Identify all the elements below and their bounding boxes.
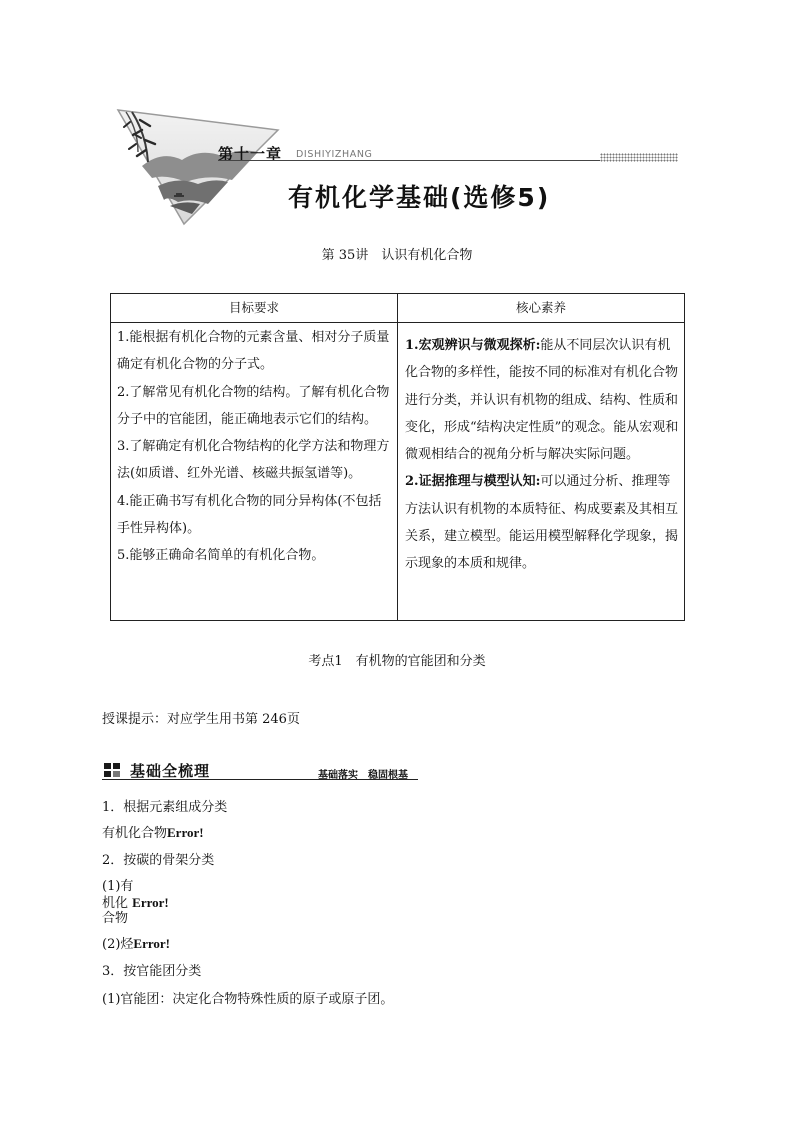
- literacy-item-text: 能从不同层次认识有机化合物的多样性，能按不同的标准对有机化合物进行分类，并认识有机物的组成、结构、性质和变化，形成“结构决定性质”的观念。能从宏观和微观相结合的视角分析与解决实际问题。: [405, 338, 679, 463]
- chapter-label: 第十一章: [218, 145, 283, 163]
- section-subtitle: 基础落实 稳固根基: [318, 770, 408, 781]
- literacy-item-label: 2.证据推理与模型认知:: [405, 474, 541, 490]
- chapter-rule: [218, 160, 600, 161]
- objective-item: 4.能正确书写有机化合物的同分异构体(不包括手性异构体)。: [117, 493, 382, 537]
- error-placeholder: Error!: [132, 895, 169, 910]
- item-1-text: 有机化合物: [102, 826, 168, 841]
- chapter-rule-dots: [600, 153, 678, 162]
- literacy-item: [405, 468, 679, 577]
- item-heading-3: 3．按官能团分类: [102, 964, 202, 979]
- error-placeholder: Error!: [133, 936, 170, 951]
- objectives-header: 目标要求: [228, 300, 279, 315]
- literacy-item-label: 1.宏观辨识与微观探析:: [405, 338, 541, 353]
- section-title: 基础全梳理: [130, 762, 211, 780]
- objective-item: 2.了解常见有机化合物的结构。了解有机化合物分子中的官能团，能正确地表示它们的结构。: [117, 384, 390, 427]
- objective-item: 3.了解确定有机化合物结构的化学方法和物理方法(如质谱、红外光谱、核磁共振氢谱等)。: [117, 439, 390, 482]
- core-literacy-header: 核心素养: [515, 300, 566, 315]
- lecture-title: 第 35讲 认识有机化合物: [321, 248, 473, 263]
- item-2a-line-1: (1)有: [102, 879, 134, 894]
- item-heading-2: 2．按碳的骨架分类: [102, 853, 215, 868]
- exam-point-heading: 考点1 有机物的官能团和分类: [308, 654, 486, 669]
- section-underline: [102, 779, 418, 780]
- chapter-title: 有机化学基础(选修5): [288, 183, 551, 212]
- objectives-list: [117, 324, 391, 570]
- item-1-line: [102, 822, 204, 841]
- section-header: [102, 760, 418, 780]
- objective-item: 1.能根据有机化合物的元素含量、相对分子质量确定有机化合物的分子式。: [117, 330, 390, 373]
- objectives-table: [110, 293, 685, 621]
- core-literacy-list: [405, 332, 679, 578]
- objective-item: 5.能够正确命名简单的有机化合物。: [117, 548, 325, 564]
- chapter-pinyin: DISHIYIZHANG: [296, 149, 373, 160]
- section-blocks-icon: [104, 763, 122, 777]
- table-column-divider: [397, 294, 398, 620]
- item-2b-text: (2)烃: [102, 937, 134, 952]
- item-3a-line: (1)官能团：决定化合物特殊性质的原子或原子团。: [102, 992, 394, 1007]
- literacy-item: [405, 332, 679, 468]
- item-2b-line: [102, 933, 170, 952]
- chapter-landscape-illustration: [112, 104, 282, 228]
- item-heading-1: 1．根据元素组成分类: [102, 800, 228, 815]
- error-placeholder: Error!: [167, 825, 204, 840]
- literacy-item-text: 可以通过分析、推理等方法认识有机物的本质特征、构成要素及其相互关系，建立模型。能运用模型解释化学现象，揭示现象的本质和规律。: [405, 474, 679, 572]
- item-2a-line-3: 合物: [102, 911, 129, 926]
- teaching-hint: 授课提示：对应学生用书第 246页: [102, 712, 300, 727]
- item-2a-text: 机化: [102, 896, 129, 911]
